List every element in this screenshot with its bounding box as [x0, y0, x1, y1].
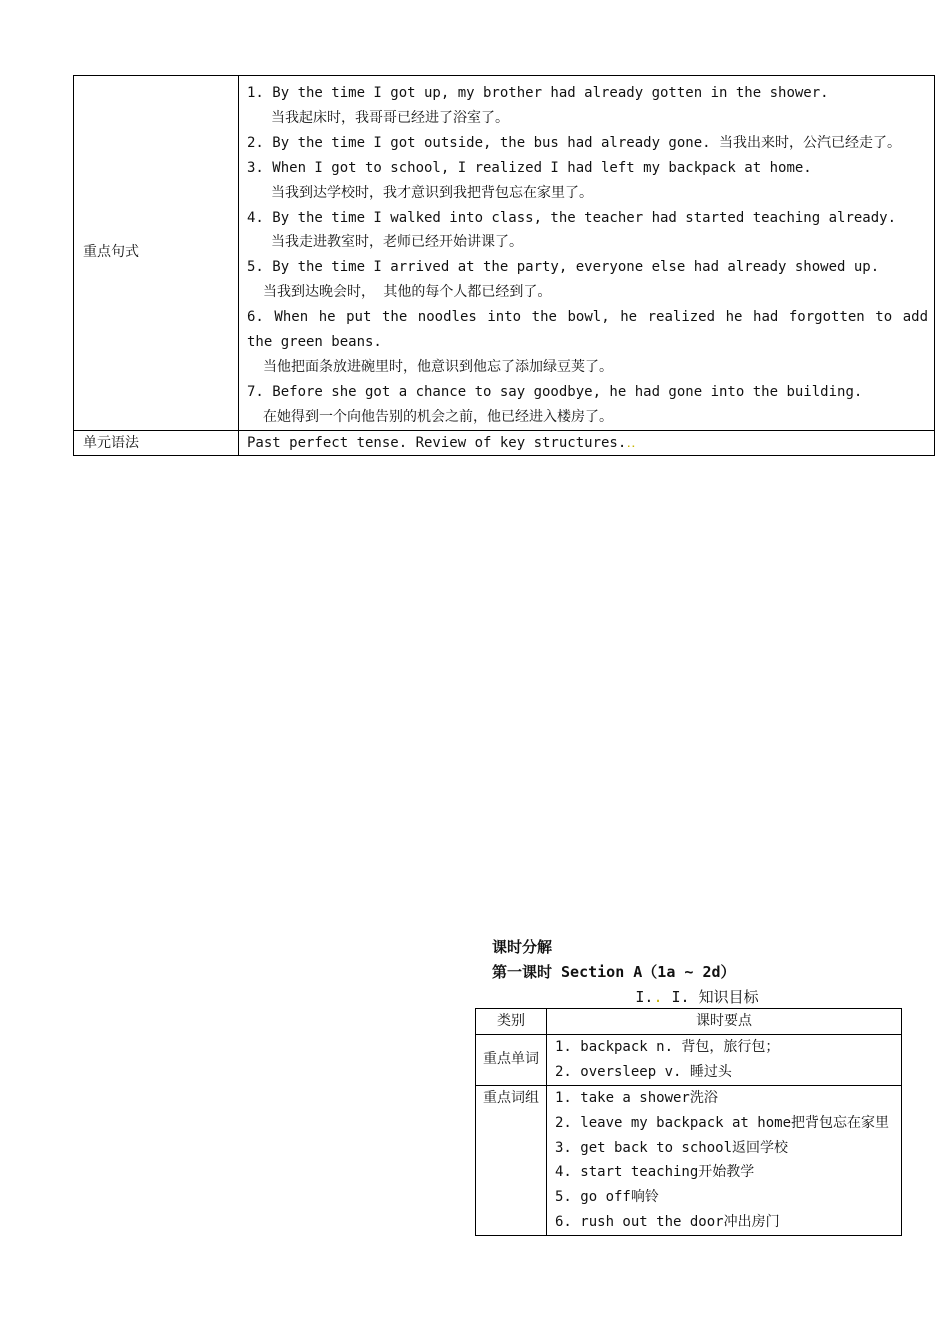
phrase-item: 6. rush out the door冲出房门	[555, 1214, 780, 1231]
objective-prefix: I.	[635, 988, 654, 1006]
key-sentences-label: 重点句式	[74, 76, 239, 431]
lesson-heading: 课时分解	[492, 938, 553, 956]
table-row	[74, 76, 935, 431]
sentence-en: 1. By the time I got up, my brother had already gotten in the shower.	[247, 85, 829, 101]
grammar-cell	[239, 430, 935, 455]
sentence-en: 2. By the time I got outside, the bus had already gone. 当我出来时，公汽已经走了。	[247, 134, 902, 151]
grammar-period: .	[617, 434, 627, 451]
objective-title	[492, 985, 902, 1009]
lesson-points-table	[475, 1008, 902, 1236]
vocab-label: 重点单词	[476, 1034, 547, 1085]
table-row	[476, 1034, 902, 1085]
sentence-zh: 当我走进教室时，老师已经开始讲课了。	[271, 234, 523, 251]
phrase-item: 3. get back to school返回学校	[555, 1139, 789, 1156]
phrase-item: 5. go off响铃	[555, 1189, 659, 1206]
phrases-cell	[547, 1085, 902, 1235]
sentence-en: 6. When he put the noodles into the bowl, he realized he had forgotten to add the green beans.	[247, 309, 928, 351]
table-row	[74, 430, 935, 455]
grammar-value: Past perfect tense. Review of key structures	[247, 434, 618, 451]
phrase-item: 4. start teaching开始教学	[555, 1164, 755, 1181]
sentence-en: 4. By the time I walked into class, the teacher had started teaching already.	[247, 209, 897, 226]
sentence-en: 5. By the time I arrived at the party, everyone else had already showed up.	[247, 259, 880, 276]
objective-rest: I. 知识目标	[662, 988, 759, 1006]
period-title: 第一课时 Section A（1a ~ 2d）	[492, 963, 736, 981]
vocab-cell	[547, 1034, 902, 1085]
lesson-breakdown	[492, 935, 912, 1009]
grammar-label: 单元语法	[74, 430, 239, 455]
phrases-label: 重点词组	[476, 1085, 547, 1235]
col-category-header: 类别	[476, 1009, 547, 1035]
phrase-item: 1. take a shower洗浴	[555, 1089, 718, 1106]
phrase-item: 2. leave my backpack at home把背包忘在家里	[555, 1114, 890, 1131]
mark-glyph: ‥	[626, 434, 636, 451]
sentence-zh: 当我到达学校时，我才意识到我把背包忘在家里了。	[271, 184, 593, 201]
col-points-header: 课时要点	[547, 1009, 902, 1035]
sentence-zh: 当他把面条放进碗里时，他意识到他忘了添加绿豆荚了。	[263, 358, 613, 375]
key-sentences-cell	[239, 76, 935, 431]
key-sentences-table	[73, 75, 935, 456]
vocab-item: 2. oversleep v. 睡过头	[555, 1063, 732, 1080]
table-row	[476, 1009, 902, 1035]
vocab-item: 1. backpack n. 背包，旅行包；	[555, 1038, 780, 1055]
sentence-zh: 当我到达晚会时， 其他的每个人都已经到了。	[263, 284, 552, 301]
sentence-zh: 当我起床时，我哥哥已经进了浴室了。	[271, 109, 509, 126]
sentence-zh: 在她得到一个向他告别的机会之前，他已经进入楼房了。	[263, 408, 613, 425]
sentence-en: 7. Before she got a chance to say goodbye, he had gone into the building.	[247, 383, 863, 400]
mark-glyph: .	[653, 988, 663, 1006]
sentence-en: 3. When I got to school, I realized I had left my backpack at home.	[247, 159, 812, 176]
table-row	[476, 1085, 902, 1235]
